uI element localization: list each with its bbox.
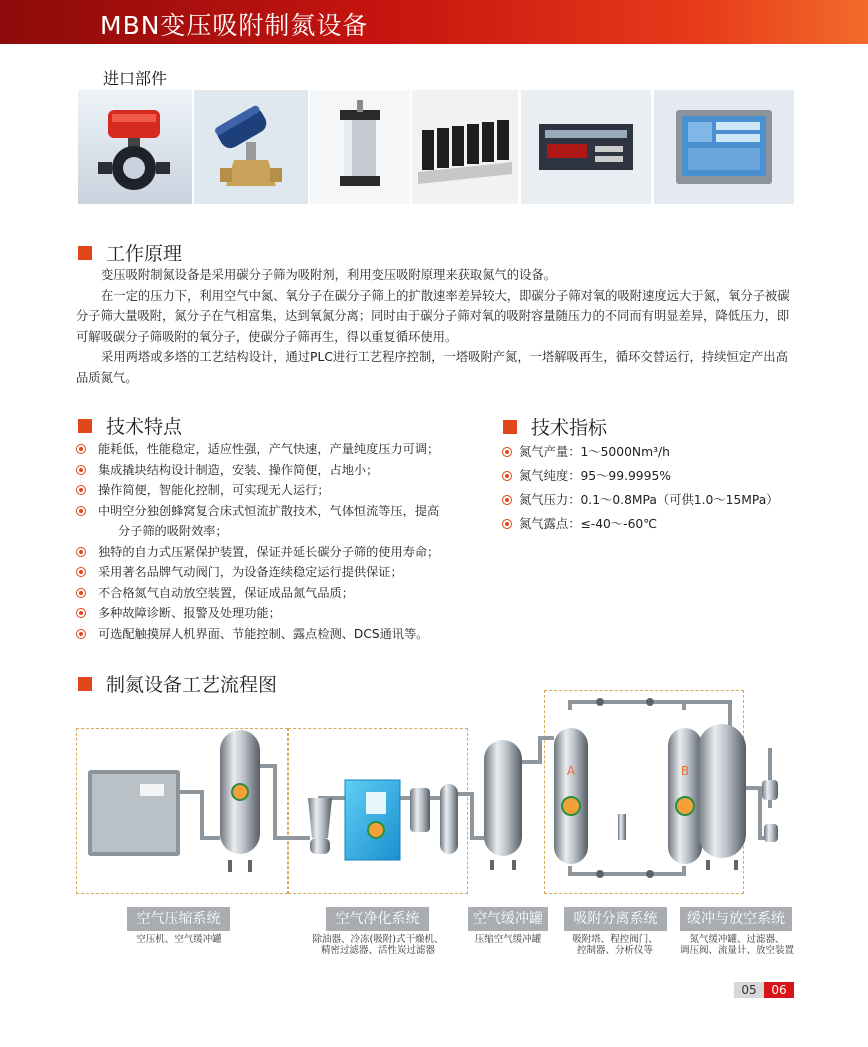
specs-heading <box>503 413 607 440</box>
caption-line: 精密过滤器、活性炭过滤器 <box>320 945 435 956</box>
caption-line: 压缩空气缓冲罐 <box>474 934 542 945</box>
station-caption <box>676 934 798 956</box>
principle-paragraph: 在一定的压力下，利用空气中氮、氧分子在碳分子筛上的扩散速率差异较大，即碳分子筛对氧的吸附速度远大于氮，氧分子被碳分子筛大量吸附，氮分子在气相富集，达到氧氮分离；同时由于碳分子筛对氧的吸附容量随压力的不同而有明显差异，降低压力，即可解吸碳分子筛吸附的氧分子，使碳分子筛再生，得以重复循环使用。 <box>76 288 790 344</box>
principle-heading-text: 工作原理 <box>106 243 183 265</box>
station-label: 空气压缩系统 <box>127 907 230 931</box>
square-bullet-icon <box>503 420 517 434</box>
caption-line: 调压阀、流量计、放空装置 <box>679 945 794 956</box>
flow-diagram-drawing <box>70 688 800 900</box>
circle-bullet-icon <box>76 567 86 577</box>
circle-bullet-icon <box>502 519 512 529</box>
feature-text: 集成撬块结构设计制造，安装、操作简便，占地小； <box>98 462 379 477</box>
photo-touch-screen <box>654 90 794 204</box>
feature-text: 采用著名品牌气动阀门，为设备连续稳定运行提供保证； <box>98 565 403 579</box>
spec-text: 氮气压力：0.1～0.8MPa（可供1.0～15MPa） <box>519 493 779 507</box>
features-list <box>76 439 496 644</box>
imported-parts-photos <box>78 90 794 204</box>
list-item <box>76 439 496 460</box>
photo-angle-seat-valve <box>194 90 308 204</box>
principle-body <box>76 265 796 388</box>
principle-paragraph: 变压吸附制氮设备是采用碳分子筛为吸附剂，利用变压吸附原理来获取氮气的设备。 <box>101 268 556 282</box>
circle-bullet-icon <box>76 506 86 516</box>
circle-bullet-icon <box>76 608 86 618</box>
circle-bullet-icon <box>76 444 86 454</box>
list-item-continuation <box>76 521 496 542</box>
specs-heading-text: 技术指标 <box>531 417 608 439</box>
list-item <box>76 562 496 583</box>
caption-line: 空压机、空气缓冲罐 <box>136 934 222 945</box>
feature-text: 独特的自力式压紧保护装置，保证并延长碳分子筛的使用寿命； <box>98 544 440 559</box>
circle-bullet-icon <box>502 471 512 481</box>
tower-b-label: B <box>680 764 690 778</box>
caption-line: 氮气缓冲罐、过滤器、 <box>689 934 785 945</box>
circle-bullet-icon <box>76 629 86 639</box>
station-caption <box>464 934 552 945</box>
caption-line: 除油器、冷冻(吸附)式干燥机、 <box>312 934 444 945</box>
list-item <box>502 440 822 464</box>
feature-text: 能耗低，性能稳定，适应性强，产气快速，产量纯度压力可调； <box>98 442 440 456</box>
list-item <box>502 464 822 488</box>
circle-bullet-icon <box>502 495 512 505</box>
photo-pneumatic-cylinder <box>310 90 410 204</box>
feature-text: 操作简便，智能化控制，可实现无人运行； <box>98 483 330 497</box>
feature-text: 分子筛的吸附效率； <box>118 524 228 538</box>
circle-bullet-icon <box>76 485 86 495</box>
spec-text: 氮气纯度：95～99.9995% <box>519 469 671 483</box>
list-item <box>76 460 496 481</box>
features-heading <box>78 412 182 439</box>
station-caption <box>560 934 670 956</box>
list-item <box>76 583 496 604</box>
principle-heading <box>78 239 182 266</box>
station-label: 吸附分离系统 <box>564 907 667 931</box>
list-item <box>502 488 822 512</box>
feature-text: 可选配触摸屏人机界面、节能控制、露点检测、DCS通讯等。 <box>98 626 429 641</box>
spec-text: 氮气产量：1～5000Nm³/h <box>519 445 670 459</box>
feature-text: 中明空分独创蜂窝复合床式恒流扩散技术，气体恒流等压，提高 <box>98 503 440 518</box>
list-item <box>76 603 496 624</box>
station-caption <box>122 934 236 945</box>
circle-bullet-icon <box>502 447 512 457</box>
square-bullet-icon <box>78 419 92 433</box>
flow-heading-text: 制氮设备工艺流程图 <box>106 674 278 696</box>
station-label: 缓冲与放空系统 <box>680 907 792 931</box>
circle-bullet-icon <box>76 588 86 598</box>
imports-label: 进口部件 <box>103 69 168 88</box>
page-number-right: 06 <box>764 982 794 998</box>
caption-line: 吸附塔、程控阀门、 <box>572 934 658 945</box>
list-item <box>76 480 496 501</box>
photo-pneumatic-valve <box>78 90 192 204</box>
station-label: 空气净化系统 <box>326 907 429 931</box>
circle-bullet-icon <box>76 465 86 475</box>
station-label: 空气缓冲罐 <box>468 907 548 931</box>
caption-line: 控制器、分析仪等 <box>576 945 653 956</box>
tower-a-label: A <box>566 764 576 778</box>
feature-text: 不合格氮气自动放空装置，保证成品氮气品质； <box>98 585 354 600</box>
spec-text: 氮气露点：≤-40～-60℃ <box>519 517 658 531</box>
list-item <box>502 512 822 536</box>
station-caption <box>305 934 451 956</box>
page-title: MBN变压吸附制氮设备 <box>100 11 369 40</box>
features-heading-text: 技术特点 <box>106 416 183 438</box>
photo-oxygen-analyzer <box>521 90 651 204</box>
process-flow-diagram <box>70 688 800 900</box>
list-item <box>76 624 496 645</box>
title-banner <box>0 0 868 44</box>
feature-text: 多种故障诊断、报警及处理功能； <box>98 606 281 620</box>
page-number-left: 05 <box>734 982 764 998</box>
principle-paragraph: 采用两塔或多塔的工艺结构设计，通过PLC进行工艺程序控制，一塔吸附产氮，一塔解吸再生，循环交替运行，持续恒定产出高品质氮气。 <box>76 350 788 385</box>
specs-list <box>502 440 822 536</box>
photo-solenoid-valves <box>412 90 518 204</box>
list-item <box>76 501 496 522</box>
square-bullet-icon <box>78 246 92 260</box>
list-item <box>76 542 496 563</box>
circle-bullet-icon <box>76 547 86 557</box>
